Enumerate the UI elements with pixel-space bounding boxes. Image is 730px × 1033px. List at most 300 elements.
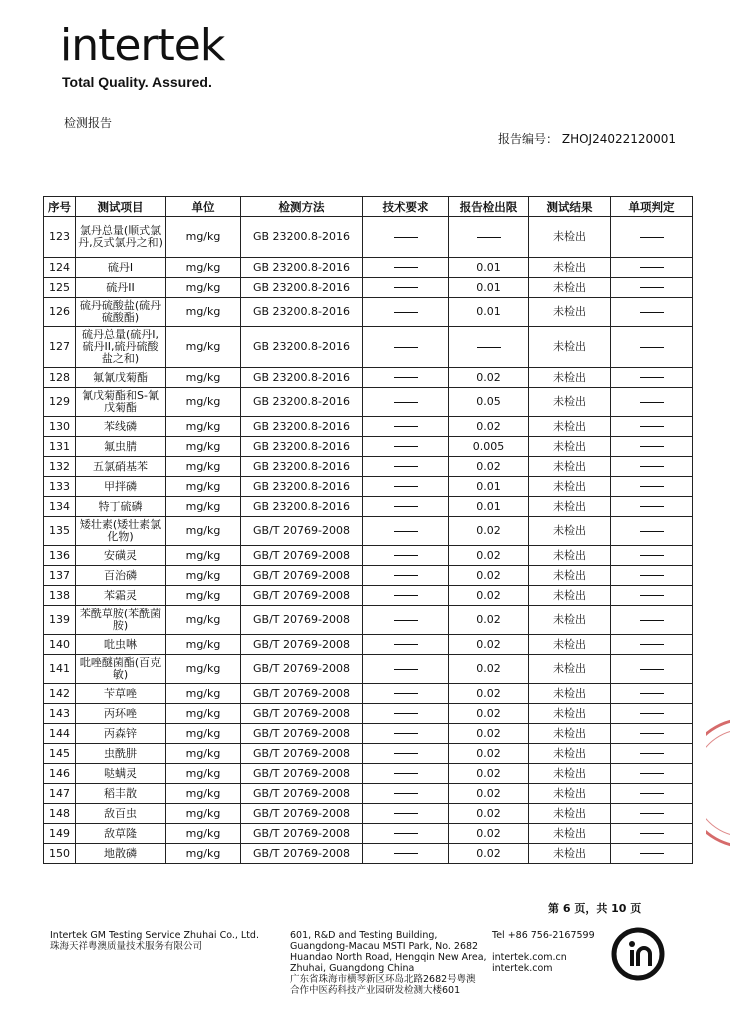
document-title: 检测报告 [64, 116, 113, 130]
table-row [44, 586, 693, 606]
cell-requirement [363, 327, 449, 368]
cell-item: 氯丹总量(顺式氯丹,反式氯丹之和) [76, 217, 166, 258]
dash-mark [394, 793, 418, 794]
dash-mark [640, 753, 664, 754]
cell-method: GB 23200.8-2016 [241, 217, 363, 258]
cell-verdict [611, 804, 693, 824]
cell-result: 未检出 [529, 457, 611, 477]
cell-item: 矮壮素(矮壮素氯化物) [76, 517, 166, 546]
cell-requirement [363, 784, 449, 804]
col-header-result: 测试结果 [529, 197, 611, 217]
cell-item: 氰戊菊酯和S-氰戊菊酯 [76, 388, 166, 417]
col-header-item: 测试项目 [76, 197, 166, 217]
cell-no: 123 [44, 217, 76, 258]
dash-mark [394, 620, 418, 621]
cell-method: GB/T 20769-2008 [241, 655, 363, 684]
cell-verdict [611, 278, 693, 298]
dash-mark [394, 713, 418, 714]
col-header-limit: 报告检出限 [449, 197, 529, 217]
cell-limit: 0.01 [449, 278, 529, 298]
dash-mark [394, 426, 418, 427]
cell-result: 未检出 [529, 684, 611, 704]
cell-requirement [363, 298, 449, 327]
cell-unit: mg/kg [166, 457, 241, 477]
dash-mark [640, 595, 664, 596]
cell-limit: 0.02 [449, 844, 529, 864]
cell-unit: mg/kg [166, 217, 241, 258]
table-row [44, 635, 693, 655]
table-row [44, 724, 693, 744]
cell-verdict [611, 684, 693, 704]
dash-mark [640, 555, 664, 556]
cell-no: 134 [44, 497, 76, 517]
cell-verdict [611, 566, 693, 586]
cell-verdict [611, 477, 693, 497]
cell-requirement [363, 655, 449, 684]
table-row [44, 278, 693, 298]
cell-unit: mg/kg [166, 724, 241, 744]
table-row [44, 804, 693, 824]
cell-result: 未检出 [529, 278, 611, 298]
table-row [44, 477, 693, 497]
cell-unit: mg/kg [166, 298, 241, 327]
dash-mark [477, 347, 501, 348]
cell-verdict [611, 546, 693, 566]
cell-result: 未检出 [529, 417, 611, 437]
cell-result: 未检出 [529, 824, 611, 844]
intertek-badge-icon [610, 926, 666, 982]
cell-method: GB 23200.8-2016 [241, 497, 363, 517]
cell-result: 未检出 [529, 586, 611, 606]
cell-requirement [363, 457, 449, 477]
cell-no: 145 [44, 744, 76, 764]
page-indicator: 第 6 页，共 10 页 [548, 902, 642, 915]
cell-item: 苯霜灵 [76, 586, 166, 606]
cell-no: 140 [44, 635, 76, 655]
dash-mark [394, 347, 418, 348]
dash-mark [394, 267, 418, 268]
dash-mark [394, 753, 418, 754]
cell-no: 141 [44, 655, 76, 684]
dash-mark [394, 446, 418, 447]
cell-item: 敌草隆 [76, 824, 166, 844]
cell-requirement [363, 546, 449, 566]
cell-requirement [363, 744, 449, 764]
cell-verdict [611, 824, 693, 844]
address-line: 601, R&D and Testing Building, [290, 930, 438, 941]
dash-mark [394, 486, 418, 487]
table-row [44, 764, 693, 784]
cell-verdict [611, 784, 693, 804]
table-row [44, 457, 693, 477]
cell-requirement [363, 278, 449, 298]
dash-mark [640, 531, 664, 532]
cell-result: 未检出 [529, 546, 611, 566]
dash-mark [640, 669, 664, 670]
cell-item: 吡唑醚菌酯(百克敏) [76, 655, 166, 684]
cell-limit: 0.02 [449, 635, 529, 655]
cell-method: GB 23200.8-2016 [241, 278, 363, 298]
cell-item: 虫酰肼 [76, 744, 166, 764]
cell-method: GB/T 20769-2008 [241, 764, 363, 784]
cell-result: 未检出 [529, 217, 611, 258]
table-header-row [44, 197, 693, 217]
cell-no: 147 [44, 784, 76, 804]
cell-item: 苄草唑 [76, 684, 166, 704]
cell-unit: mg/kg [166, 437, 241, 457]
table-row [44, 744, 693, 764]
dash-mark [640, 813, 664, 814]
cell-no: 127 [44, 327, 76, 368]
cell-method: GB/T 20769-2008 [241, 784, 363, 804]
cell-requirement [363, 844, 449, 864]
cell-limit: 0.02 [449, 804, 529, 824]
col-header-requirement: 技术要求 [363, 197, 449, 217]
cell-limit: 0.02 [449, 764, 529, 784]
cell-unit: mg/kg [166, 517, 241, 546]
cell-result: 未检出 [529, 744, 611, 764]
dash-mark [640, 713, 664, 714]
dash-mark [394, 833, 418, 834]
dash-mark [640, 506, 664, 507]
table-row [44, 655, 693, 684]
dash-mark [640, 377, 664, 378]
cell-requirement [363, 704, 449, 724]
cell-method: GB 23200.8-2016 [241, 368, 363, 388]
cell-verdict [611, 457, 693, 477]
cell-result: 未检出 [529, 566, 611, 586]
dash-mark [640, 402, 664, 403]
footer-contact [492, 930, 595, 974]
cell-verdict [611, 704, 693, 724]
cell-limit: 0.02 [449, 784, 529, 804]
cell-method: GB/T 20769-2008 [241, 844, 363, 864]
cell-item: 丙环唑 [76, 704, 166, 724]
cell-result: 未检出 [529, 764, 611, 784]
dash-mark [640, 287, 664, 288]
footer-address [290, 930, 487, 996]
cell-limit: 0.02 [449, 684, 529, 704]
cell-unit: mg/kg [166, 497, 241, 517]
brand-logo: intertek [60, 20, 225, 71]
dash-mark [640, 267, 664, 268]
cell-result: 未检出 [529, 477, 611, 497]
cell-requirement [363, 217, 449, 258]
cell-requirement [363, 824, 449, 844]
cell-method: GB/T 20769-2008 [241, 804, 363, 824]
cell-verdict [611, 368, 693, 388]
address-line: 广东省珠海市横琴新区环岛北路2682号粤澳 [290, 974, 476, 985]
cell-item: 硫丹总量(硫丹I,硫丹II,硫丹硫酸盐之和) [76, 327, 166, 368]
cell-requirement [363, 368, 449, 388]
cell-unit: mg/kg [166, 566, 241, 586]
dash-mark [394, 853, 418, 854]
cell-item: 五氯硝基苯 [76, 457, 166, 477]
cell-no: 124 [44, 258, 76, 278]
cell-method: GB 23200.8-2016 [241, 327, 363, 368]
cell-limit: 0.02 [449, 704, 529, 724]
cell-method: GB 23200.8-2016 [241, 258, 363, 278]
cell-no: 149 [44, 824, 76, 844]
cell-method: GB 23200.8-2016 [241, 477, 363, 497]
cell-result: 未检出 [529, 804, 611, 824]
cell-item: 哒螨灵 [76, 764, 166, 784]
cell-verdict [611, 517, 693, 546]
cell-verdict [611, 764, 693, 784]
cell-method: GB/T 20769-2008 [241, 566, 363, 586]
cell-limit: 0.01 [449, 258, 529, 278]
table-row [44, 517, 693, 546]
col-header-unit: 单位 [166, 197, 241, 217]
table-body [44, 217, 693, 864]
cell-unit: mg/kg [166, 327, 241, 368]
cell-method: GB/T 20769-2008 [241, 824, 363, 844]
cell-method: GB/T 20769-2008 [241, 635, 363, 655]
dash-mark [394, 575, 418, 576]
cell-unit: mg/kg [166, 586, 241, 606]
table-row [44, 388, 693, 417]
cell-limit: 0.01 [449, 497, 529, 517]
table-row [44, 217, 693, 258]
cell-unit: mg/kg [166, 704, 241, 724]
cell-limit: 0.005 [449, 437, 529, 457]
cell-method: GB 23200.8-2016 [241, 298, 363, 327]
dash-mark [394, 595, 418, 596]
cell-method: GB/T 20769-2008 [241, 546, 363, 566]
cell-method: GB/T 20769-2008 [241, 744, 363, 764]
cell-item: 稻丰散 [76, 784, 166, 804]
cell-limit: 0.02 [449, 546, 529, 566]
cell-item: 安磺灵 [76, 546, 166, 566]
dash-mark [640, 347, 664, 348]
cell-item: 苯酰草胺(苯酰菌胺) [76, 606, 166, 635]
cell-verdict [611, 586, 693, 606]
cell-requirement [363, 517, 449, 546]
report-number-value: ZHOJ24022120001 [561, 132, 677, 146]
cell-no: 133 [44, 477, 76, 497]
cell-limit: 0.02 [449, 586, 529, 606]
dash-mark [394, 377, 418, 378]
cell-verdict [611, 655, 693, 684]
dash-mark [640, 486, 664, 487]
cell-item: 特丁硫磷 [76, 497, 166, 517]
cell-item: 甲拌磷 [76, 477, 166, 497]
dash-mark [640, 853, 664, 854]
dash-mark [640, 312, 664, 313]
cell-verdict [611, 635, 693, 655]
footer-company [50, 930, 259, 952]
dash-mark [640, 466, 664, 467]
cell-verdict [611, 744, 693, 764]
cell-limit: 0.02 [449, 368, 529, 388]
cell-limit: 0.01 [449, 477, 529, 497]
dash-mark [640, 644, 664, 645]
cell-requirement [363, 724, 449, 744]
cell-limit: 0.02 [449, 724, 529, 744]
cell-no: 138 [44, 586, 76, 606]
table-row [44, 704, 693, 724]
results-table [43, 196, 693, 864]
cell-verdict [611, 258, 693, 278]
cell-result: 未检出 [529, 368, 611, 388]
cell-verdict [611, 298, 693, 327]
dash-mark [394, 773, 418, 774]
cell-limit: 0.02 [449, 417, 529, 437]
cell-result: 未检出 [529, 298, 611, 327]
cell-verdict [611, 606, 693, 635]
table-row [44, 784, 693, 804]
cell-result: 未检出 [529, 784, 611, 804]
dash-mark [640, 773, 664, 774]
cell-no: 135 [44, 517, 76, 546]
dash-mark [640, 446, 664, 447]
dash-mark [394, 644, 418, 645]
company-name-cn: 珠海天祥粤澳质量技术服务有限公司 [50, 941, 203, 952]
report-number-label: 报告编号： [498, 132, 559, 146]
cell-method: GB/T 20769-2008 [241, 586, 363, 606]
cell-item: 苯线磷 [76, 417, 166, 437]
cell-method: GB/T 20769-2008 [241, 517, 363, 546]
cell-unit: mg/kg [166, 824, 241, 844]
dash-mark [394, 813, 418, 814]
cell-requirement [363, 684, 449, 704]
table-row [44, 546, 693, 566]
cell-limit: 0.02 [449, 655, 529, 684]
cell-limit [449, 327, 529, 368]
dash-mark [640, 793, 664, 794]
cell-result: 未检出 [529, 724, 611, 744]
cell-no: 128 [44, 368, 76, 388]
cell-unit: mg/kg [166, 655, 241, 684]
dash-mark [394, 237, 418, 238]
cell-requirement [363, 566, 449, 586]
cell-limit: 0.02 [449, 517, 529, 546]
dash-mark [640, 733, 664, 734]
cell-unit: mg/kg [166, 784, 241, 804]
cell-unit: mg/kg [166, 417, 241, 437]
cell-no: 131 [44, 437, 76, 457]
cell-no: 146 [44, 764, 76, 784]
cell-requirement [363, 635, 449, 655]
brand-tagline: Total Quality. Assured. [62, 74, 212, 90]
cell-result: 未检出 [529, 844, 611, 864]
cell-requirement [363, 417, 449, 437]
cell-no: 139 [44, 606, 76, 635]
table-row [44, 824, 693, 844]
table-row [44, 606, 693, 635]
cell-no: 126 [44, 298, 76, 327]
cell-unit: mg/kg [166, 764, 241, 784]
contact-tel: Tel +86 756-2167599 [492, 930, 595, 941]
cell-no: 129 [44, 388, 76, 417]
cell-no: 142 [44, 684, 76, 704]
cell-result: 未检出 [529, 606, 611, 635]
cell-method: GB/T 20769-2008 [241, 704, 363, 724]
dash-mark [394, 531, 418, 532]
cell-verdict [611, 417, 693, 437]
cell-method: GB 23200.8-2016 [241, 437, 363, 457]
cell-unit: mg/kg [166, 477, 241, 497]
cell-unit: mg/kg [166, 744, 241, 764]
company-name-en: Intertek GM Testing Service Zhuhai Co., Ltd. [50, 930, 259, 941]
cell-item: 氟虫腈 [76, 437, 166, 457]
cell-item: 敌百虫 [76, 804, 166, 824]
cell-unit: mg/kg [166, 258, 241, 278]
cell-requirement [363, 388, 449, 417]
contact-web: intertek.com [492, 963, 553, 974]
cell-limit: 0.02 [449, 606, 529, 635]
cell-item: 硫丹I [76, 258, 166, 278]
cell-method: GB 23200.8-2016 [241, 417, 363, 437]
cell-unit: mg/kg [166, 606, 241, 635]
report-number [498, 130, 676, 147]
cell-item: 硫丹硫酸盐(硫丹硫酸酯) [76, 298, 166, 327]
cell-unit: mg/kg [166, 804, 241, 824]
cell-item: 吡虫啉 [76, 635, 166, 655]
address-line: Guangdong-Macau MSTI Park, No. 2682 [290, 941, 479, 952]
cell-verdict [611, 497, 693, 517]
dash-mark [640, 237, 664, 238]
cell-unit: mg/kg [166, 388, 241, 417]
cell-no: 144 [44, 724, 76, 744]
cell-verdict [611, 724, 693, 744]
cell-unit: mg/kg [166, 546, 241, 566]
table-row [44, 417, 693, 437]
cell-requirement [363, 497, 449, 517]
cell-verdict [611, 437, 693, 457]
dash-mark [640, 833, 664, 834]
address-line: Zhuhai, Guangdong China [290, 963, 415, 974]
cell-result: 未检出 [529, 704, 611, 724]
dash-mark [394, 555, 418, 556]
cell-item: 百治磷 [76, 566, 166, 586]
col-header-verdict: 单项判定 [611, 197, 693, 217]
cell-no: 136 [44, 546, 76, 566]
cell-result: 未检出 [529, 258, 611, 278]
cell-requirement [363, 764, 449, 784]
cell-unit: mg/kg [166, 844, 241, 864]
cell-limit: 0.02 [449, 457, 529, 477]
cell-no: 130 [44, 417, 76, 437]
cell-limit: 0.02 [449, 824, 529, 844]
cell-no: 150 [44, 844, 76, 864]
cell-method: GB/T 20769-2008 [241, 724, 363, 744]
cell-item: 氟氰戊菊酯 [76, 368, 166, 388]
table-row [44, 327, 693, 368]
cell-limit: 0.02 [449, 566, 529, 586]
table-row [44, 298, 693, 327]
cell-requirement [363, 258, 449, 278]
col-header-no: 序号 [44, 197, 76, 217]
cell-method: GB 23200.8-2016 [241, 457, 363, 477]
cell-result: 未检出 [529, 655, 611, 684]
cell-verdict [611, 844, 693, 864]
cell-item: 硫丹II [76, 278, 166, 298]
cell-limit: 0.01 [449, 298, 529, 327]
address-line: 合作中医药科技产业园研发检测大楼601 [290, 985, 461, 996]
dash-mark [640, 575, 664, 576]
cell-item: 地散磷 [76, 844, 166, 864]
table-row [44, 497, 693, 517]
cell-no: 143 [44, 704, 76, 724]
dash-mark [477, 237, 501, 238]
cell-no: 137 [44, 566, 76, 586]
dash-mark [394, 693, 418, 694]
dash-mark [394, 287, 418, 288]
table-row [44, 437, 693, 457]
cell-unit: mg/kg [166, 278, 241, 298]
dash-mark [640, 426, 664, 427]
